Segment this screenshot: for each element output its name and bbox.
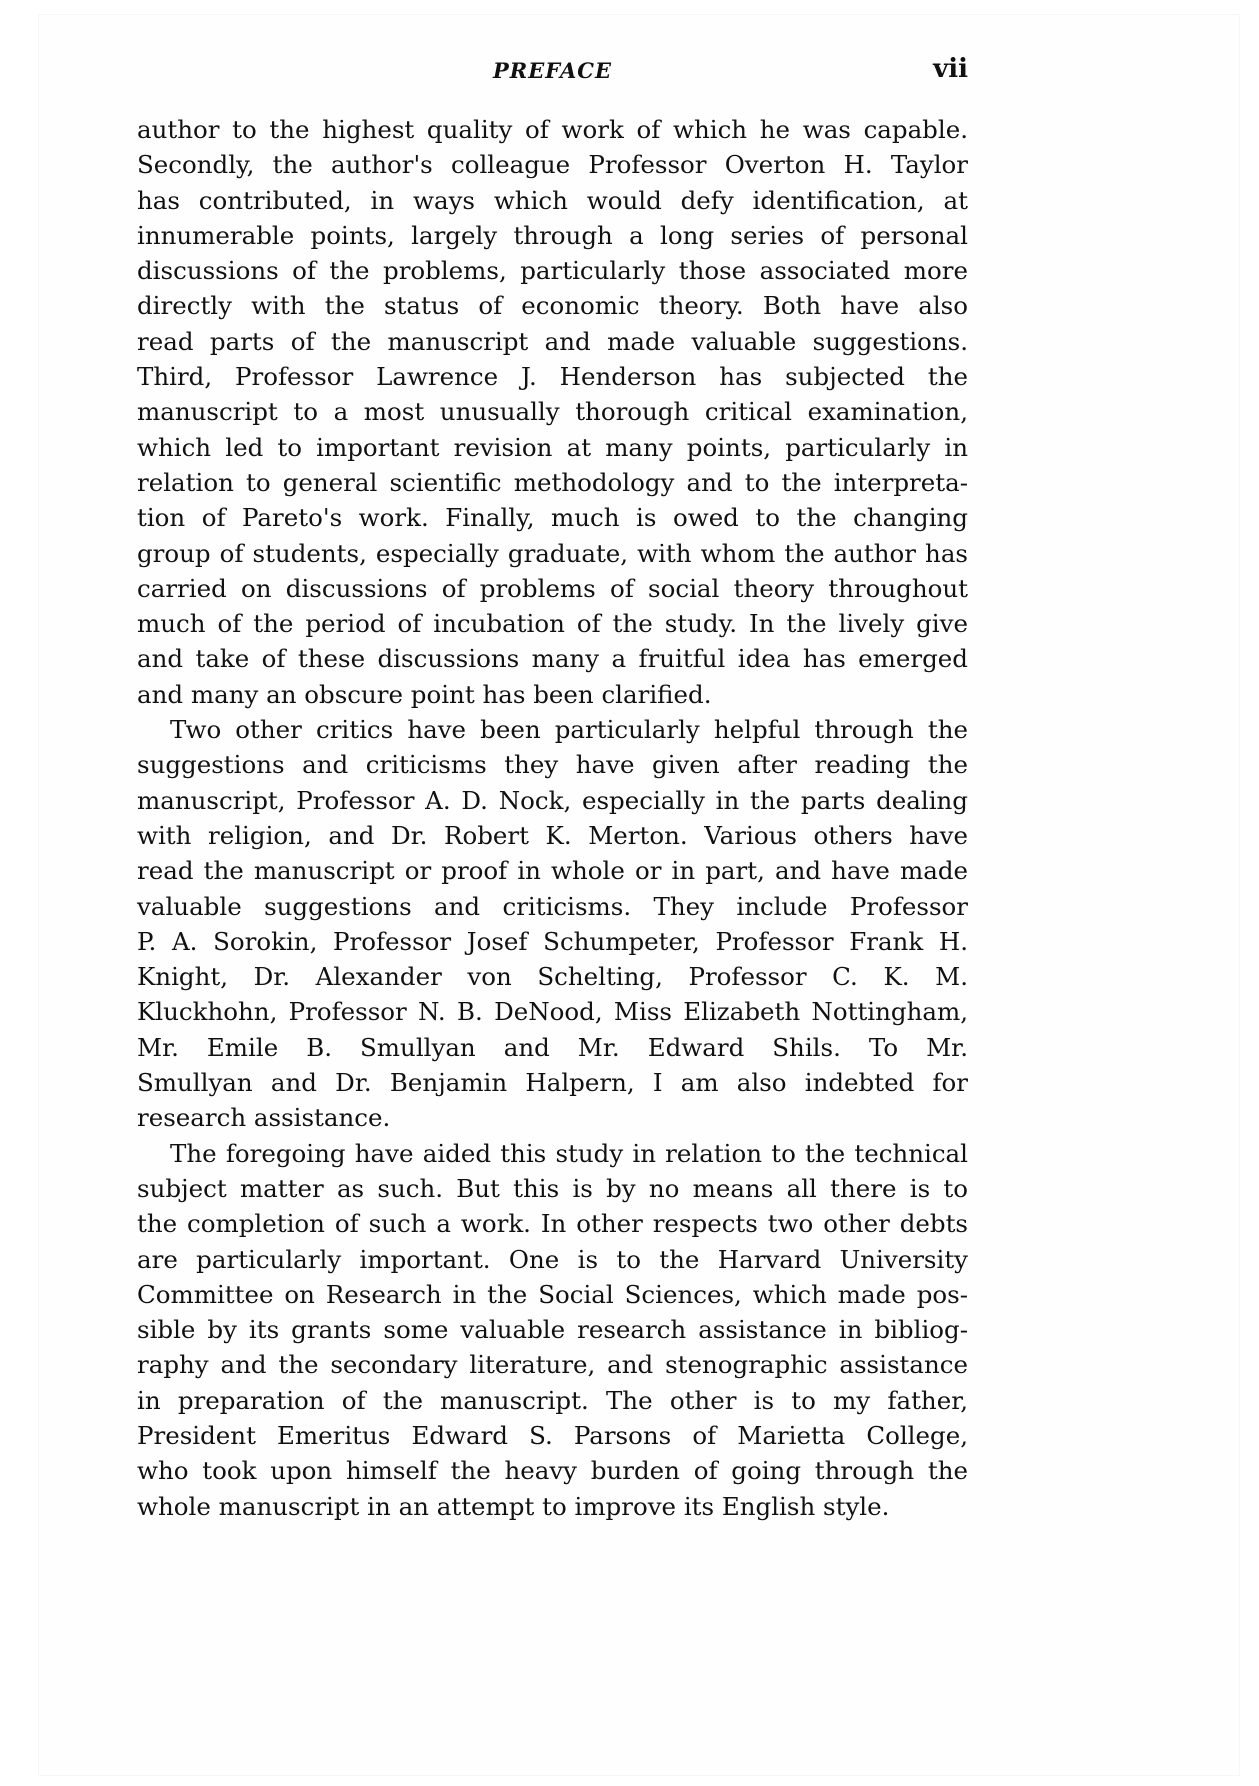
text-line: the completion of such a work. In other respects two other debts <box>137 1209 968 1239</box>
text-line: who took upon himself the heavy burden of going through the <box>137 1456 968 1486</box>
text-line: whole manuscript in an attempt to improve its English style. <box>137 1491 890 1521</box>
text-line: read the manuscript or proof in whole or in part, and have made <box>137 856 968 886</box>
text-line: Secondly, the author's colleague Professor Overton H. Taylor <box>137 150 968 180</box>
text-line: subject matter as such. But this is by no means all there is to <box>137 1173 968 1203</box>
text-line: discussions of the problems, particularly those associated more <box>137 256 968 286</box>
text-line: President Emeritus Edward S. Parsons of Marietta College, <box>137 1420 968 1450</box>
text-line: raphy and the secondary literature, and stenographic assistance <box>137 1350 968 1380</box>
text-line: Two other critics have been particularly helpful through the <box>170 715 968 745</box>
text-line: which led to important revision at many points, particularly in <box>137 432 968 462</box>
text-line: relation to general scientific methodology and to the interpreta- <box>137 467 968 497</box>
text-line: sible by its grants some valuable research assistance in bibliog- <box>137 1315 968 1345</box>
text-line: and many an obscure point has been clarified. <box>137 679 712 709</box>
text-line: and take of these discussions many a fruitful idea has emerged <box>137 644 968 674</box>
text-line: manuscript to a most unusually thorough critical examination, <box>137 397 968 427</box>
paragraph <box>137 712 968 1136</box>
text-line: are particularly important. One is to the Harvard University <box>137 1244 968 1274</box>
text-line: Committee on Research in the Social Sciences, which made pos- <box>137 1279 968 1309</box>
running-title: PREFACE <box>493 58 612 83</box>
text-line: read parts of the manuscript and made valuable suggestions. <box>137 326 968 356</box>
text-line: research assistance. <box>137 1103 391 1133</box>
text-line: group of students, especially graduate, with whom the author has <box>137 538 968 568</box>
text-line: P. A. Sorokin, Professor Josef Schumpeter, Professor Frank H. <box>137 926 968 956</box>
text-line: Mr. Emile B. Smullyan and Mr. Edward Shils. To Mr. <box>137 1032 968 1062</box>
text-line: Knight, Dr. Alexander von Schelting, Professor C. K. M. <box>137 962 968 992</box>
text-line: has contributed, in ways which would defy identification, at <box>137 185 968 215</box>
text-line: with religion, and Dr. Robert K. Merton. Various others have <box>137 820 968 850</box>
text-line: Kluckhohn, Professor N. B. DeNood, Miss Elizabeth Nottingham, <box>137 997 968 1027</box>
paragraph <box>137 1136 968 1524</box>
text-line: The foregoing have aided this study in relation to the technical <box>170 1138 968 1168</box>
text-line: carried on discussions of problems of social theory throughout <box>137 573 968 603</box>
text-line: manuscript, Professor A. D. Nock, especially in the parts dealing <box>137 785 968 815</box>
body-text <box>137 112 968 1524</box>
text-line: author to the highest quality of work of which he was capable. <box>137 115 968 144</box>
text-line: Third, Professor Lawrence J. Henderson has subjected the <box>137 362 968 392</box>
page-number: vii <box>933 54 968 84</box>
text-line: suggestions and criticisms they have given after reading the <box>137 750 968 780</box>
text-line: innumerable points, largely through a long series of personal <box>137 220 968 250</box>
text-line: valuable suggestions and criticisms. They include Professor <box>137 891 968 921</box>
running-head <box>137 52 968 92</box>
text-line: tion of Pareto's work. Finally, much is owed to the changing <box>137 503 968 533</box>
text-line: directly with the status of economic theory. Both have also <box>137 291 968 321</box>
text-line: Smullyan and Dr. Benjamin Halpern, I am also indebted for <box>137 1068 968 1098</box>
text-line: in preparation of the manuscript. The other is to my father, <box>137 1385 968 1415</box>
paragraph <box>137 112 968 712</box>
text-line: much of the period of incubation of the study. In the lively give <box>137 609 968 639</box>
